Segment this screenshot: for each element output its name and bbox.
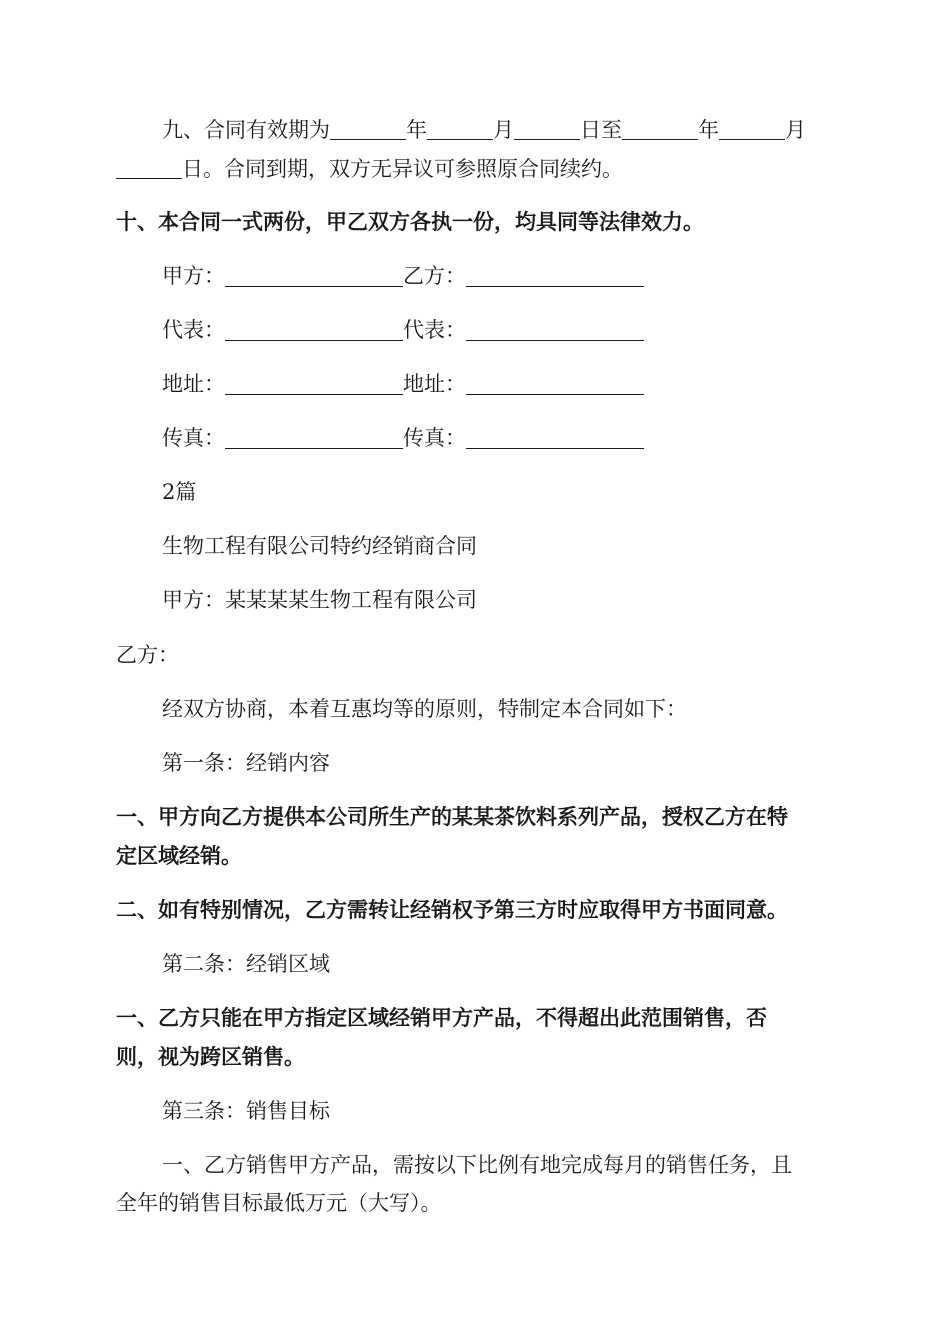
article-2-item-1-line-1: 一、乙方只能在甲方指定区域经销甲方产品，不得超出此范围销售，否 [116, 1005, 767, 1030]
year-label: 年 [406, 118, 427, 142]
signature-field [225, 428, 403, 449]
signature-label: 传真： [403, 426, 466, 450]
blank-field [116, 158, 182, 179]
signature-field [466, 428, 644, 449]
article-3-item-1-line-2: 全年的销售目标最低万元（大写）。 [116, 1191, 442, 1215]
article-2-item-1-line-2: 则，视为跨区销售。 [116, 1044, 305, 1069]
signature-label: 乙方： [403, 264, 466, 288]
signature-label: 地址： [403, 372, 466, 396]
signature-label: 甲方： [162, 264, 225, 288]
signature-label: 代表： [403, 318, 466, 342]
signature-field [466, 320, 644, 341]
signature-field [225, 374, 403, 395]
year-label: 年 [698, 118, 719, 142]
blank-field [514, 119, 580, 140]
article-2-heading: 第二条：经销区域 [162, 952, 330, 976]
article-1-heading: 第一条：经销内容 [162, 751, 330, 775]
article-1-item-2: 二、如有特别情况，乙方需转让经销权予第三方时应取得甲方书面同意。 [116, 897, 788, 922]
clause-9-text-end: 日。合同到期，双方无异议可参照原合同续约。 [182, 157, 623, 181]
article-3-heading: 第三条：销售目标 [162, 1099, 330, 1123]
day-to-label: 日至 [580, 118, 622, 142]
document-count: 2篇 [162, 480, 197, 504]
signature-label: 地址： [162, 372, 225, 396]
signature-field [466, 266, 644, 287]
blank-field [622, 119, 698, 140]
blank-field [330, 119, 406, 140]
signature-label: 代表： [162, 318, 225, 342]
party-b: 乙方： [116, 643, 179, 667]
signature-field [225, 320, 403, 341]
clause-9-line-1 [162, 116, 806, 144]
month-label: 月 [785, 118, 806, 142]
intro-paragraph: 经双方协商，本着互惠均等的原则，特制定本合同如下： [162, 697, 687, 721]
blank-field [427, 119, 493, 140]
signature-row-representative [162, 316, 644, 344]
article-1-item-1-line-2: 定区域经销。 [116, 843, 242, 868]
month-label: 月 [493, 118, 514, 142]
signature-field [466, 374, 644, 395]
article-3-item-1-line-1: 一、乙方销售甲方产品，需按以下比例有地完成每月的销售任务，且 [162, 1153, 792, 1177]
clause-10: 十、本合同一式两份，甲乙双方各执一份，均具同等法律效力。 [116, 209, 704, 234]
article-1-item-1-line-1: 一、甲方向乙方提供本公司所生产的某某茶饮料系列产品，授权乙方在特 [116, 804, 788, 829]
clause-9-text: 九、合同有效期为 [162, 118, 330, 142]
clause-9-line-2 [116, 155, 623, 183]
document-title: 生物工程有限公司特约经销商合同 [162, 534, 477, 558]
signature-row-address [162, 370, 644, 398]
signature-row-fax [162, 424, 644, 452]
signature-row-party [162, 262, 644, 290]
party-a: 甲方：某某某某生物工程有限公司 [162, 588, 477, 612]
signature-label: 传真： [162, 426, 225, 450]
blank-field [719, 119, 785, 140]
signature-field [225, 266, 403, 287]
